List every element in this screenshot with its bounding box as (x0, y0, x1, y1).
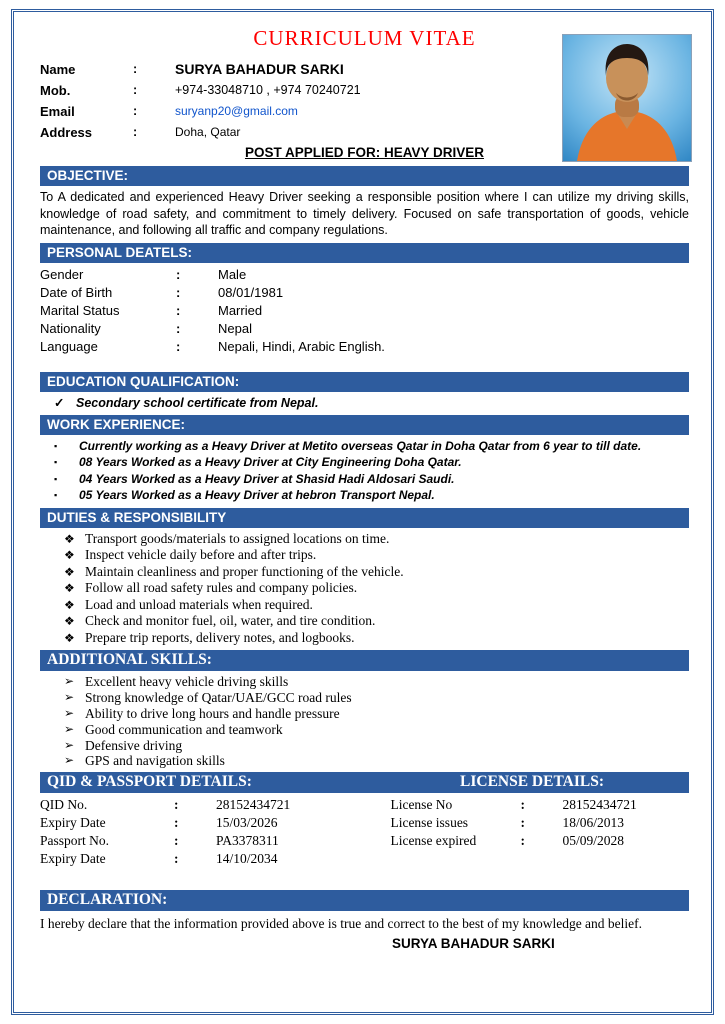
skill-item (40, 674, 689, 690)
contact-label: Name (40, 62, 76, 77)
contact-row-mobile (40, 80, 545, 101)
id-label: License issues (390, 815, 469, 831)
duty-text: Load and unload materials when required. (85, 596, 313, 612)
diamond-bullet-icon: ❖ (64, 597, 75, 612)
skill-text: Defensive driving (85, 737, 183, 753)
arrow-bullet-icon: ➢ (64, 753, 75, 768)
page-content (40, 26, 689, 952)
personal-detail-row (40, 284, 689, 302)
id-label: Passport No. (40, 833, 110, 849)
id-details-block (40, 796, 689, 868)
contact-colon: : (133, 104, 138, 118)
id-value: 28152434721 (216, 797, 291, 813)
diamond-bullet-icon: ❖ (64, 581, 75, 596)
duty-text: Prepare trip reports, delivery notes, and logbooks. (85, 629, 355, 645)
work-experience-item (40, 487, 689, 504)
id-value: 14/10/2034 (216, 851, 278, 867)
duty-item (40, 630, 689, 647)
skill-item (40, 706, 689, 722)
id-row (40, 832, 390, 850)
id-label: License expired (390, 833, 477, 849)
personal-detail-value: 08/01/1981 (218, 284, 284, 300)
skill-item (40, 722, 689, 738)
personal-detail-value: Male (218, 266, 247, 282)
arrow-bullet-icon: ➢ (64, 705, 75, 720)
duty-item (40, 597, 689, 614)
contact-value-address: Doha, Qatar (175, 125, 241, 139)
duties-block (40, 531, 689, 647)
id-colon: : (174, 815, 179, 831)
arrow-bullet-icon: ➢ (64, 690, 75, 705)
section-header-additional-skills: ADDITIONAL SKILLS: (40, 650, 689, 671)
work-experience-item (40, 454, 689, 471)
qid-passport-column (40, 796, 390, 868)
duty-text: Inspect vehicle daily before and after trips. (85, 547, 317, 563)
diamond-bullet-icon: ❖ (64, 614, 75, 629)
personal-detail-colon: : (176, 266, 181, 282)
contact-label: Address (40, 125, 93, 140)
duty-text: Maintain cleanliness and proper functioning of the vehicle. (85, 563, 404, 579)
personal-detail-row (40, 266, 689, 284)
skill-text: Ability to drive long hours and handle pressure (85, 705, 340, 721)
personal-detail-value: Nepali, Hindi, Arabic English. (218, 338, 385, 354)
contact-label: Mob. (40, 83, 71, 98)
duty-item (40, 531, 689, 548)
work-experience-text: Currently working as a Heavy Driver at Metito overseas Qatar in Doha Qatar from 6 year to till date. (79, 438, 642, 453)
id-colon: : (520, 815, 525, 831)
square-bullet-icon: ▪ (54, 490, 58, 501)
section-header-declaration: DECLARATION: (40, 890, 689, 911)
personal-detail-value: Married (218, 302, 263, 318)
diamond-bullet-icon: ❖ (64, 531, 75, 546)
id-colon: : (174, 851, 179, 867)
id-value: 05/09/2028 (562, 833, 624, 849)
id-label: Expiry Date (40, 815, 106, 831)
personal-detail-label: Language (40, 338, 98, 354)
arrow-bullet-icon: ➢ (64, 721, 75, 736)
diamond-bullet-icon: ❖ (64, 630, 75, 645)
skill-text: Good communication and teamwork (85, 721, 283, 737)
section-header-objective: OBJECTIVE: (40, 166, 689, 186)
check-icon: ✓ (54, 395, 65, 410)
contact-row-name (40, 59, 545, 80)
id-colon: : (174, 833, 179, 849)
personal-detail-row (40, 320, 689, 338)
personal-detail-colon: : (176, 302, 181, 318)
skill-item (40, 753, 689, 769)
contact-label: Email (40, 104, 75, 119)
page-title: CURRICULUM VITAE (253, 26, 476, 50)
personal-detail-row (40, 338, 689, 356)
contact-row-address (40, 122, 545, 143)
work-experience-item (40, 438, 689, 455)
personal-details-block (40, 266, 689, 356)
skill-item (40, 738, 689, 754)
personal-detail-colon: : (176, 338, 181, 354)
id-value: PA3378311 (216, 833, 279, 849)
id-row (390, 814, 689, 832)
arrow-bullet-icon: ➢ (64, 737, 75, 752)
duty-item (40, 613, 689, 630)
id-label: QID No. (40, 797, 88, 813)
skill-text: GPS and navigation skills (85, 753, 225, 769)
personal-detail-colon: : (176, 284, 181, 300)
id-label: License No (390, 797, 453, 813)
contact-row-email (40, 101, 545, 122)
objective-text: To A dedicated and experienced Heavy Driver seeking a responsible position where I can utilize my driving skills, knowledge of road safety, and commitment to timely delivery. Focused on safe transportation of goods, vehicle maintenance, and following all traffic and company regulations. (40, 190, 689, 238)
diamond-bullet-icon: ❖ (64, 564, 75, 579)
personal-detail-value: Nepal (218, 320, 252, 336)
id-row (390, 832, 689, 850)
id-colon: : (174, 797, 179, 813)
square-bullet-icon: ▪ (54, 473, 58, 484)
skill-item (40, 690, 689, 706)
duty-text: Check and monitor fuel, oil, water, and tire condition. (85, 613, 376, 629)
arrow-bullet-icon: ➢ (64, 674, 75, 689)
id-row (40, 850, 390, 868)
square-bullet-icon: ▪ (54, 457, 58, 468)
personal-detail-colon: : (176, 320, 181, 336)
duty-text: Follow all road safety rules and company policies. (85, 580, 358, 596)
id-row (40, 814, 390, 832)
id-colon: : (520, 833, 525, 849)
skill-text: Excellent heavy vehicle driving skills (85, 674, 289, 690)
section-header-education: EDUCATION QUALIFICATION: (40, 372, 689, 392)
id-value: 28152434721 (562, 797, 637, 813)
square-bullet-icon: ▪ (54, 440, 58, 451)
personal-detail-label: Gender (40, 266, 84, 282)
work-experience-text: 04 Years Worked as a Heavy Driver at Shasid Hadi Aldosari Saudi. (79, 471, 455, 486)
duty-item (40, 564, 689, 581)
duty-item (40, 580, 689, 597)
contact-block (40, 59, 545, 143)
license-header: LICENSE DETAILS: (460, 773, 604, 791)
work-experience-item (40, 471, 689, 488)
work-experience-text: 08 Years Worked as a Heavy Driver at City Engineering Doha Qatar. (79, 455, 462, 470)
contact-colon: : (133, 83, 138, 97)
section-header-work-experience: WORK EXPERIENCE: (40, 415, 689, 435)
id-colon: : (520, 797, 525, 813)
contact-value-mobile: +974-33048710 , +974 70240721 (175, 83, 361, 97)
work-experience-text: 05 Years Worked as a Heavy Driver at hebron Transport Nepal. (79, 488, 435, 503)
contact-colon: : (133, 125, 138, 139)
id-value: 18/06/2013 (562, 815, 624, 831)
section-header-id-details (40, 772, 689, 793)
declaration-block (40, 914, 689, 952)
license-column (390, 796, 689, 868)
id-row (390, 796, 689, 814)
section-header-personal-details: PERSONAL DEATELS: (40, 243, 689, 263)
work-experience-block (40, 438, 689, 504)
personal-detail-row (40, 302, 689, 320)
signature-name: SURYA BAHADUR SARKI (392, 936, 555, 952)
post-applied-line: POST APPLIED FOR: HEAVY DRIVER (244, 145, 485, 160)
personal-detail-label: Nationality (40, 320, 101, 336)
education-item-text: Secondary school certificate from Nepal. (76, 395, 319, 410)
additional-skills-block (40, 674, 689, 769)
id-value: 15/03/2026 (216, 815, 278, 831)
contact-value-name: SURYA BAHADUR SARKI (175, 61, 344, 77)
id-row (40, 796, 390, 814)
contact-colon: : (133, 62, 138, 76)
personal-detail-label: Date of Birth (40, 284, 113, 300)
skill-text: Strong knowledge of Qatar/UAE/GCC road rules (85, 690, 352, 706)
duty-text: Transport goods/materials to assigned locations on time. (85, 530, 390, 546)
email-link[interactable]: suryanp20@gmail.com (175, 104, 298, 118)
diamond-bullet-icon: ❖ (64, 548, 75, 563)
id-label: Expiry Date (40, 851, 106, 867)
personal-detail-label: Marital Status (40, 302, 120, 318)
duty-item (40, 547, 689, 564)
education-item (40, 395, 689, 412)
qid-passport-header: QID & PASSPORT DETAILS: (47, 773, 252, 791)
section-header-duties: DUTIES & RESPONSIBILITY (40, 508, 689, 528)
declaration-text: I hereby declare that the information provided above is true and correct to the best of my knowledge and belief. (40, 916, 643, 932)
